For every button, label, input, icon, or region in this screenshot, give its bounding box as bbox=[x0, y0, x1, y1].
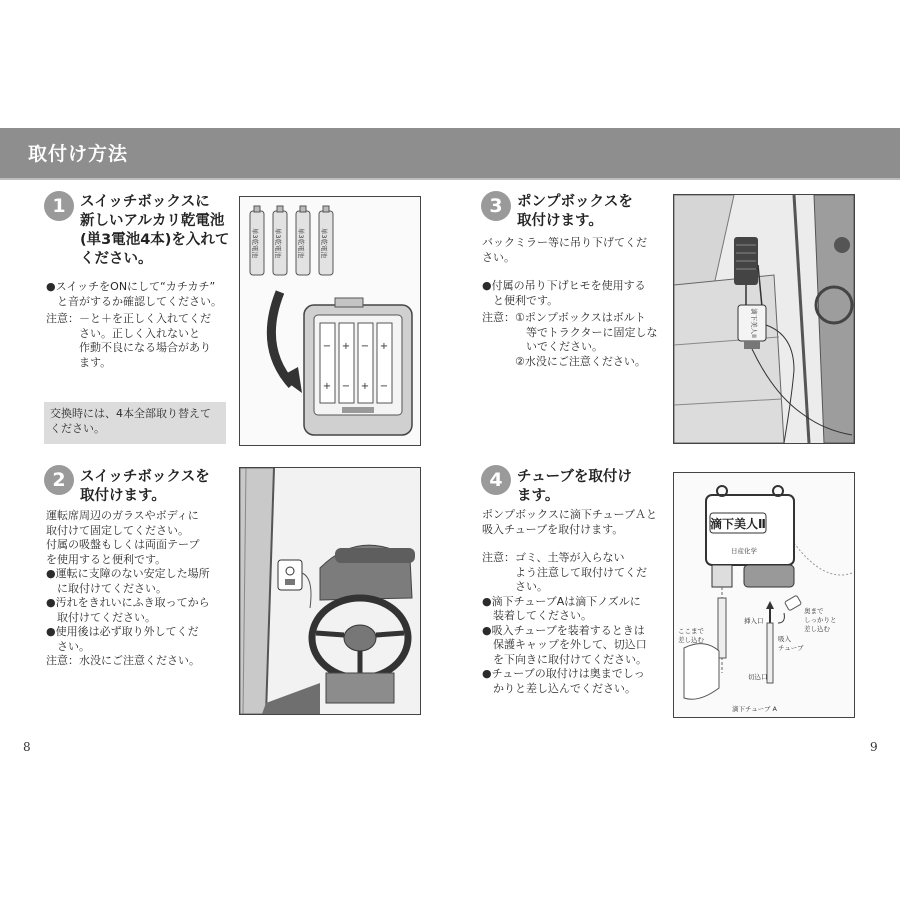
step-2-title-line: 取付けます。 bbox=[80, 488, 166, 504]
battery-icon bbox=[250, 206, 264, 275]
header-divider bbox=[0, 178, 900, 180]
suction-port-icon bbox=[744, 565, 794, 587]
svg-text:+: + bbox=[379, 341, 389, 352]
step-3-body-line: さい。 bbox=[482, 250, 515, 264]
step-1-body-line: と音がするか確認してください。 bbox=[46, 294, 222, 308]
step-2-body-line: 運転席周辺のガラスやボディに bbox=[46, 509, 199, 522]
svg-text:+: + bbox=[360, 381, 370, 392]
callout-text: しっかりと bbox=[804, 616, 837, 624]
callout-text: 挿入口 bbox=[744, 617, 764, 625]
callout-text: チューブ bbox=[778, 644, 804, 652]
step-4-title-line: チューブを取付け bbox=[517, 469, 632, 485]
pump-box-illustration bbox=[673, 194, 855, 444]
step-4-body-line: 注意：ゴミ、土等が入らない bbox=[482, 551, 625, 564]
step-1-title-line: (単3電池4本)を入れて bbox=[80, 232, 230, 248]
step-2-body-line: に取付けてください。 bbox=[46, 581, 167, 595]
step-4-body-line bbox=[482, 537, 674, 551]
callout-text: 差し込む bbox=[678, 636, 704, 644]
step-3-title bbox=[517, 193, 633, 231]
step-1-title-line: ください。 bbox=[80, 251, 153, 267]
battery-box-icon bbox=[304, 298, 412, 435]
step-2-number: 2 bbox=[44, 465, 74, 495]
battery-icon bbox=[296, 206, 310, 275]
step-3-body-line: いでください。 bbox=[482, 340, 603, 353]
step-4-body-line: を下向きに取付けてください。 bbox=[482, 652, 647, 666]
battery-label: 単3乾電池 bbox=[274, 227, 282, 259]
step-4-number: 4 bbox=[481, 465, 511, 495]
svg-text:−: − bbox=[341, 381, 351, 392]
step-4-body-line: 保護キャップを外して、切込口 bbox=[482, 638, 647, 651]
step-4-body bbox=[482, 508, 674, 696]
callout-text: 切込口 bbox=[748, 673, 768, 681]
step-3-body-line: 等でトラクターに固定しな bbox=[482, 325, 658, 339]
step-2-body-line: 取付けて固定してください。 bbox=[46, 523, 189, 537]
step-4-body-line: ポンプボックスに滴下チューブＡと bbox=[482, 508, 658, 521]
tube-installation-illustration bbox=[673, 472, 855, 718]
step-3-body-line: 注意：①ポンプボックスはボルト bbox=[482, 311, 646, 324]
note-line: ください。 bbox=[50, 422, 105, 435]
battery-icon bbox=[273, 206, 287, 275]
callout-text: ここまで bbox=[678, 627, 704, 635]
step-4-body-line: ●滴下チューブAは滴下ノズルに bbox=[482, 594, 641, 608]
step-2-body-line: さい。 bbox=[46, 639, 90, 653]
step-1-number: 1 bbox=[44, 191, 74, 221]
step-3-body-line bbox=[482, 265, 672, 279]
maker-label: 日産化学 bbox=[731, 547, 757, 555]
step-1-title-line: 新しいアルカリ乾電池 bbox=[80, 213, 225, 229]
battery-label: 単3乾電池 bbox=[320, 227, 328, 259]
callout-text: 滴下チューブ A bbox=[732, 705, 777, 713]
step-1-title bbox=[80, 193, 229, 269]
step-1-title-line: スイッチボックスに bbox=[80, 194, 210, 210]
insert-arrow-icon bbox=[271, 292, 292, 385]
step-1-body-line: 作動不良になる場合があり bbox=[46, 341, 211, 354]
step-2-body-line: ●使用後は必ず取り外してくだ bbox=[46, 625, 199, 638]
step-1-body-line: ます。 bbox=[46, 355, 112, 369]
step-4-body-line: ●吸入チューブを装着するときは bbox=[482, 623, 645, 637]
tractor-cab-illustration bbox=[239, 467, 421, 715]
step-3-title-line: ポンプボックスを bbox=[517, 194, 633, 210]
step-4-title-line: ます。 bbox=[517, 488, 560, 504]
step-1-body-line: 注意：－と＋を正しく入れてくだ bbox=[46, 312, 211, 325]
step-4-body-line: ●チューブの取付けは奥までしっ bbox=[482, 667, 645, 680]
page-number-left: 8 bbox=[23, 740, 31, 754]
svg-text:−: − bbox=[360, 341, 370, 352]
callout-text: 奥まで bbox=[804, 607, 824, 615]
callout-text: 吸入 bbox=[778, 635, 791, 643]
section-title: 取付け方法 bbox=[28, 143, 129, 165]
step-3-number: 3 bbox=[481, 191, 511, 221]
battery-icon bbox=[319, 206, 333, 275]
step-2-title bbox=[80, 468, 210, 506]
step-2-body-line: を使用すると便利です。 bbox=[46, 552, 167, 566]
step-4-body-line: かりと差し込んでください。 bbox=[482, 681, 636, 695]
step-2-title-line: スイッチボックスを bbox=[80, 469, 210, 485]
step-1-body bbox=[46, 280, 231, 370]
note-line: 交換時には、4本全部取り替えて bbox=[50, 407, 211, 420]
step-3-body-line: バックミラー等に吊り下げてくだ bbox=[482, 236, 647, 249]
callout-text: 差し込む bbox=[804, 625, 830, 633]
step-2-body-line: 注意：水没にご注意ください。 bbox=[46, 654, 200, 667]
step-4-title bbox=[517, 468, 632, 506]
step-4-body-line: よう注意して取付けてくだ bbox=[482, 565, 647, 579]
step-2-body-line: 付属の吸盤もしくは両面テープ bbox=[46, 538, 200, 551]
hand-icon bbox=[684, 644, 719, 700]
step-2-body bbox=[46, 509, 236, 669]
battery-label: 単3乾電池 bbox=[251, 227, 259, 259]
step-1-body-line: さい。正しく入れないと bbox=[46, 326, 200, 340]
step-3-body-line: ②水没にご注意ください。 bbox=[482, 354, 646, 368]
svg-text:−: − bbox=[322, 341, 332, 352]
step-1-body-line: ●スイッチをONにして“カチカチ” bbox=[46, 280, 216, 293]
step-3-title-line: 取付けます。 bbox=[517, 213, 603, 229]
step-1-replacement-note bbox=[44, 402, 226, 444]
step-3-body bbox=[482, 236, 672, 369]
svg-text:+: + bbox=[341, 341, 351, 352]
step-4-body-line: さい。 bbox=[482, 580, 548, 593]
step-2-body-line: ●運転に支障のない安定した場所 bbox=[46, 567, 210, 580]
step-2-body-line: 取付けてください。 bbox=[46, 610, 156, 624]
step-3-body-line: ●付属の吊り下げヒモを使用する bbox=[482, 279, 646, 292]
product-name-label: 滴下美人Ⅱ bbox=[710, 517, 766, 531]
svg-text:−: − bbox=[379, 381, 389, 392]
battery-label: 単3乾電池 bbox=[297, 227, 305, 259]
page-number-right: 9 bbox=[870, 740, 878, 754]
battery-illustration bbox=[239, 196, 421, 446]
step-4-body-line: 吸入チューブを取付けます。 bbox=[482, 522, 624, 536]
step-3-body-line: と便利です。 bbox=[482, 293, 559, 307]
pump-box-label: 滴下美人II bbox=[750, 308, 758, 338]
step-4-body-line: 装着してください。 bbox=[482, 609, 592, 622]
svg-text:+: + bbox=[322, 381, 332, 392]
section-header-band bbox=[0, 128, 900, 178]
step-2-body-line: ●汚れをきれいにふき取ってから bbox=[46, 596, 210, 609]
